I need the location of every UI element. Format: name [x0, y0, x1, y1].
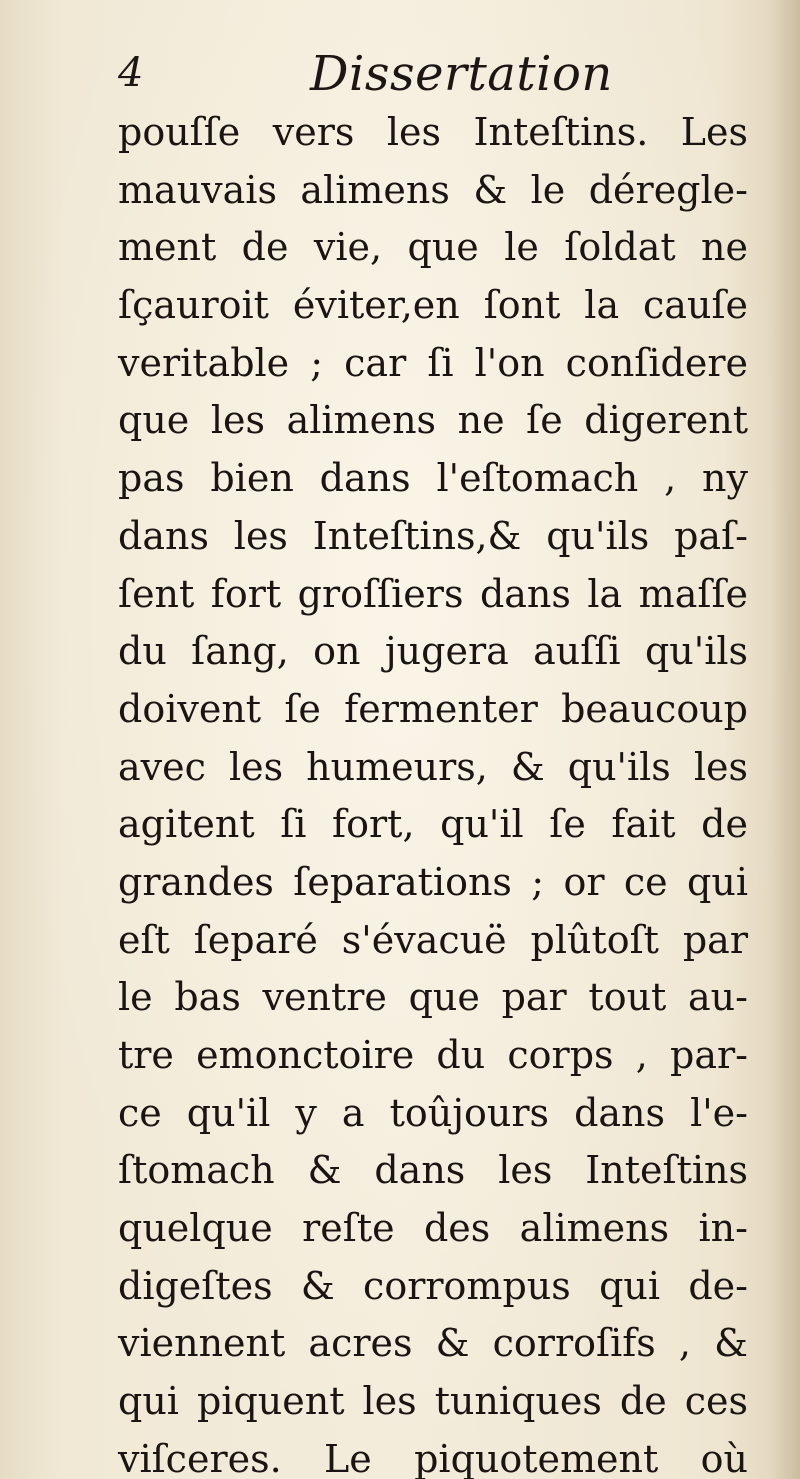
text-line: du ſang, on jugera auſſi qu'ils [118, 629, 748, 674]
text-line: que les alimens ne ſe digerent [118, 398, 748, 443]
page-header [0, 40, 800, 110]
text-line: digeſtes & corrompus qui de- [118, 1263, 748, 1308]
page-number: 4 [118, 50, 144, 96]
text-line: dans les Inteſtins,& qu'ils paſ- [118, 513, 748, 558]
text-line: viſceres. Le piquotement où [118, 1436, 748, 1479]
text-line: eſt ſeparé s'évacuë plûtoſt par [118, 917, 748, 962]
text-line: tre emonctoire du corps , par- [118, 1033, 748, 1077]
text-line: qui piquent les tuniques de ces [118, 1379, 748, 1424]
text-line: ce qu'il y a toûjours dans l'e- [118, 1090, 748, 1135]
text-line: ſent fort groſſiers dans la maſſe [118, 571, 748, 616]
text-line: le bas ventre que par tout au- [118, 975, 748, 1020]
running-title: Dissertation [310, 46, 613, 102]
text-line: quelque reſte des alimens in- [118, 1206, 748, 1251]
text-line: grandes ſeparations ; or ce qui [118, 859, 748, 904]
text-line: pouſſe vers les Inteſtins. Les [118, 110, 748, 154]
text-line: pas bien dans l'eſtomach , ny [118, 456, 748, 501]
text-line: ment de vie, que le ſoldat ne [118, 225, 748, 270]
text-line: ſtomach & dans les Inteſtins [118, 1148, 748, 1193]
text-line: viennent acres & corroſifs , & [118, 1321, 748, 1366]
text-line: avec les humeurs, & qu'ils les [118, 744, 748, 789]
text-line: ſçauroit éviter,en ſont la cauſe [118, 283, 748, 328]
text-line: mauvais alimens & le déregle- [118, 167, 748, 212]
text-line: veritable ; car ſi l'on conſidere [118, 340, 748, 385]
text-line: agitent ſi fort, qu'il ſe fait de [118, 802, 748, 847]
body-text [118, 104, 748, 1479]
text-line: doivent ſe fermenter beaucoup [118, 686, 748, 731]
